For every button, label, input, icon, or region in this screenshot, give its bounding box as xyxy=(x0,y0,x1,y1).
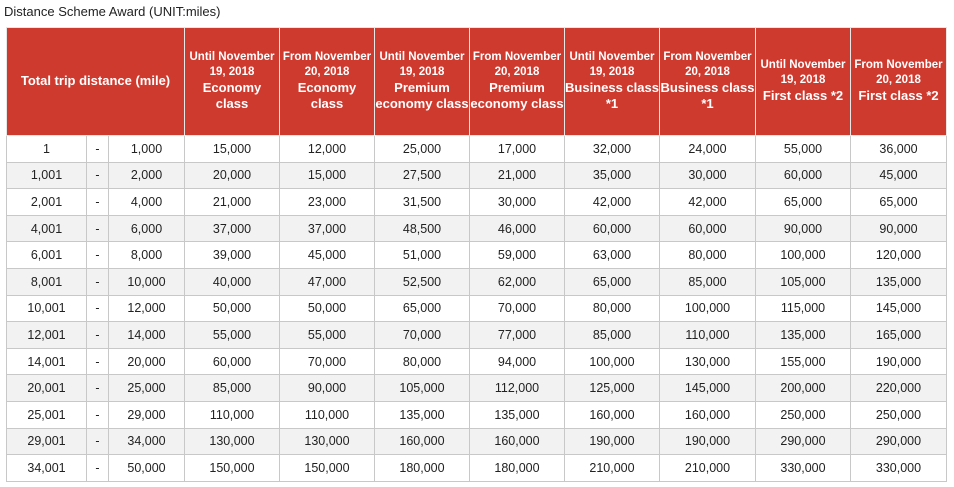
miles-value-cell: 55,000 xyxy=(185,322,280,349)
header-row xyxy=(7,28,947,136)
column-header xyxy=(565,28,660,136)
miles-value-cell: 330,000 xyxy=(756,455,851,482)
distance-dash-cell: - xyxy=(87,322,109,349)
miles-value-cell: 160,000 xyxy=(470,428,565,455)
distance-to-cell: 50,000 xyxy=(109,455,185,482)
distance-dash-cell: - xyxy=(87,375,109,402)
miles-value-cell: 70,000 xyxy=(375,322,470,349)
miles-value-cell: 50,000 xyxy=(185,295,280,322)
miles-value-cell: 210,000 xyxy=(660,455,756,482)
distance-to-cell: 4,000 xyxy=(109,189,185,216)
miles-value-cell: 160,000 xyxy=(375,428,470,455)
table-row xyxy=(7,375,947,402)
miles-value-cell: 130,000 xyxy=(280,428,375,455)
column-class: First class *2 xyxy=(858,87,939,103)
miles-value-cell: 85,000 xyxy=(185,375,280,402)
distance-from-cell: 6,001 xyxy=(7,242,87,269)
column-class: First class *2 xyxy=(762,87,844,103)
miles-value-cell: 35,000 xyxy=(565,162,660,189)
miles-value-cell: 105,000 xyxy=(756,268,851,295)
distance-dash-cell: - xyxy=(87,268,109,295)
miles-value-cell: 100,000 xyxy=(756,242,851,269)
miles-value-cell: 36,000 xyxy=(851,136,947,163)
column-class: Premium economy class xyxy=(470,79,564,112)
miles-value-cell: 80,000 xyxy=(565,295,660,322)
miles-value-cell: 210,000 xyxy=(565,455,660,482)
miles-value-cell: 15,000 xyxy=(280,162,375,189)
miles-value-cell: 160,000 xyxy=(565,401,660,428)
miles-value-cell: 65,000 xyxy=(851,189,947,216)
table-row xyxy=(7,242,947,269)
miles-value-cell: 150,000 xyxy=(280,455,375,482)
miles-value-cell: 60,000 xyxy=(660,215,756,242)
miles-value-cell: 120,000 xyxy=(851,242,947,269)
page-title: Distance Scheme Award (UNIT:miles) xyxy=(4,4,221,19)
distance-dash-cell: - xyxy=(87,189,109,216)
distance-from-cell: 4,001 xyxy=(7,215,87,242)
miles-value-cell: 25,000 xyxy=(375,136,470,163)
miles-value-cell: 45,000 xyxy=(851,162,947,189)
miles-value-cell: 21,000 xyxy=(185,189,280,216)
distance-from-cell: 14,001 xyxy=(7,348,87,375)
miles-value-cell: 135,000 xyxy=(756,322,851,349)
distance-to-cell: 2,000 xyxy=(109,162,185,189)
distance-from-cell: 2,001 xyxy=(7,189,87,216)
table-row xyxy=(7,215,947,242)
table-row xyxy=(7,162,947,189)
miles-value-cell: 27,500 xyxy=(375,162,470,189)
miles-value-cell: 39,000 xyxy=(185,242,280,269)
miles-value-cell: 20,000 xyxy=(185,162,280,189)
miles-value-cell: 90,000 xyxy=(851,215,947,242)
miles-value-cell: 100,000 xyxy=(660,295,756,322)
miles-value-cell: 42,000 xyxy=(660,189,756,216)
award-table xyxy=(6,27,947,482)
column-period: Until November 19, 2018 xyxy=(189,50,275,78)
miles-value-cell: 190,000 xyxy=(660,428,756,455)
distance-to-cell: 14,000 xyxy=(109,322,185,349)
miles-value-cell: 50,000 xyxy=(280,295,375,322)
miles-value-cell: 40,000 xyxy=(185,268,280,295)
distance-dash-cell: - xyxy=(87,401,109,428)
miles-value-cell: 77,000 xyxy=(470,322,565,349)
miles-value-cell: 200,000 xyxy=(756,375,851,402)
table-row xyxy=(7,189,947,216)
column-period: From November 20, 2018 xyxy=(282,50,372,78)
distance-from-cell: 1 xyxy=(7,136,87,163)
column-class: Economy class xyxy=(297,79,357,112)
miles-value-cell: 62,000 xyxy=(470,268,565,295)
miles-value-cell: 180,000 xyxy=(470,455,565,482)
column-header xyxy=(470,28,565,136)
column-class: Business class *1 xyxy=(565,79,659,112)
miles-value-cell: 110,000 xyxy=(185,401,280,428)
miles-value-cell: 63,000 xyxy=(565,242,660,269)
miles-value-cell: 80,000 xyxy=(660,242,756,269)
miles-value-cell: 110,000 xyxy=(660,322,756,349)
trip-distance-header: Total trip distance (mile) xyxy=(7,28,185,136)
distance-to-cell: 10,000 xyxy=(109,268,185,295)
distance-to-cell: 12,000 xyxy=(109,295,185,322)
column-period: From November 20, 2018 xyxy=(663,50,752,78)
miles-value-cell: 94,000 xyxy=(470,348,565,375)
miles-value-cell: 112,000 xyxy=(470,375,565,402)
column-header xyxy=(280,28,375,136)
column-header xyxy=(375,28,470,136)
column-class: Business class *1 xyxy=(660,79,755,112)
miles-value-cell: 23,000 xyxy=(280,189,375,216)
miles-value-cell: 30,000 xyxy=(660,162,756,189)
distance-from-cell: 12,001 xyxy=(7,322,87,349)
miles-value-cell: 180,000 xyxy=(375,455,470,482)
table-body xyxy=(7,136,947,482)
miles-value-cell: 155,000 xyxy=(756,348,851,375)
distance-to-cell: 34,000 xyxy=(109,428,185,455)
distance-to-cell: 20,000 xyxy=(109,348,185,375)
miles-value-cell: 37,000 xyxy=(280,215,375,242)
column-period: From November 20, 2018 xyxy=(472,50,562,78)
distance-dash-cell: - xyxy=(87,162,109,189)
distance-from-cell: 25,001 xyxy=(7,401,87,428)
miles-value-cell: 190,000 xyxy=(565,428,660,455)
miles-value-cell: 15,000 xyxy=(185,136,280,163)
distance-dash-cell: - xyxy=(87,455,109,482)
miles-value-cell: 42,000 xyxy=(565,189,660,216)
miles-value-cell: 80,000 xyxy=(375,348,470,375)
miles-value-cell: 65,000 xyxy=(756,189,851,216)
column-period: Until November 19, 2018 xyxy=(379,50,465,78)
distance-to-cell: 8,000 xyxy=(109,242,185,269)
miles-value-cell: 135,000 xyxy=(470,401,565,428)
miles-value-cell: 250,000 xyxy=(756,401,851,428)
miles-value-cell: 70,000 xyxy=(280,348,375,375)
miles-value-cell: 290,000 xyxy=(756,428,851,455)
table-row xyxy=(7,295,947,322)
miles-value-cell: 30,000 xyxy=(470,189,565,216)
distance-from-cell: 8,001 xyxy=(7,268,87,295)
distance-from-cell: 1,001 xyxy=(7,162,87,189)
miles-value-cell: 12,000 xyxy=(280,136,375,163)
table-row xyxy=(7,455,947,482)
miles-value-cell: 37,000 xyxy=(185,215,280,242)
table-row xyxy=(7,401,947,428)
miles-value-cell: 85,000 xyxy=(660,268,756,295)
miles-value-cell: 52,500 xyxy=(375,268,470,295)
column-class: Premium economy class xyxy=(375,79,469,112)
miles-value-cell: 70,000 xyxy=(470,295,565,322)
miles-value-cell: 125,000 xyxy=(565,375,660,402)
miles-value-cell: 60,000 xyxy=(565,215,660,242)
column-header xyxy=(185,28,280,136)
miles-value-cell: 51,000 xyxy=(375,242,470,269)
distance-from-cell: 20,001 xyxy=(7,375,87,402)
miles-value-cell: 90,000 xyxy=(280,375,375,402)
miles-value-cell: 145,000 xyxy=(851,295,947,322)
distance-to-cell: 25,000 xyxy=(109,375,185,402)
table-row xyxy=(7,348,947,375)
column-period: From November 20, 2018 xyxy=(854,59,943,87)
column-header xyxy=(851,28,947,136)
miles-value-cell: 190,000 xyxy=(851,348,947,375)
miles-value-cell: 165,000 xyxy=(851,322,947,349)
miles-value-cell: 46,000 xyxy=(470,215,565,242)
miles-value-cell: 110,000 xyxy=(280,401,375,428)
miles-value-cell: 160,000 xyxy=(660,401,756,428)
table-row xyxy=(7,268,947,295)
miles-value-cell: 135,000 xyxy=(851,268,947,295)
miles-value-cell: 90,000 xyxy=(756,215,851,242)
miles-value-cell: 100,000 xyxy=(565,348,660,375)
distance-to-cell: 29,000 xyxy=(109,401,185,428)
miles-value-cell: 24,000 xyxy=(660,136,756,163)
distance-from-cell: 34,001 xyxy=(7,455,87,482)
distance-dash-cell: - xyxy=(87,348,109,375)
column-period: Until November 19, 2018 xyxy=(569,50,655,78)
distance-dash-cell: - xyxy=(87,136,109,163)
miles-value-cell: 55,000 xyxy=(756,136,851,163)
distance-to-cell: 6,000 xyxy=(109,215,185,242)
miles-value-cell: 55,000 xyxy=(280,322,375,349)
miles-value-cell: 17,000 xyxy=(470,136,565,163)
column-class: Economy class xyxy=(202,79,262,112)
table-row xyxy=(7,322,947,349)
miles-value-cell: 220,000 xyxy=(851,375,947,402)
distance-to-cell: 1,000 xyxy=(109,136,185,163)
miles-value-cell: 250,000 xyxy=(851,401,947,428)
miles-value-cell: 65,000 xyxy=(375,295,470,322)
miles-value-cell: 85,000 xyxy=(565,322,660,349)
miles-value-cell: 290,000 xyxy=(851,428,947,455)
miles-value-cell: 330,000 xyxy=(851,455,947,482)
distance-dash-cell: - xyxy=(87,242,109,269)
miles-value-cell: 135,000 xyxy=(375,401,470,428)
miles-value-cell: 150,000 xyxy=(185,455,280,482)
distance-dash-cell: - xyxy=(87,215,109,242)
miles-value-cell: 48,500 xyxy=(375,215,470,242)
miles-value-cell: 60,000 xyxy=(185,348,280,375)
miles-value-cell: 45,000 xyxy=(280,242,375,269)
miles-value-cell: 31,500 xyxy=(375,189,470,216)
distance-dash-cell: - xyxy=(87,428,109,455)
table-row xyxy=(7,428,947,455)
miles-value-cell: 145,000 xyxy=(660,375,756,402)
miles-value-cell: 60,000 xyxy=(756,162,851,189)
miles-value-cell: 21,000 xyxy=(470,162,565,189)
distance-dash-cell: - xyxy=(87,295,109,322)
miles-value-cell: 105,000 xyxy=(375,375,470,402)
miles-value-cell: 59,000 xyxy=(470,242,565,269)
column-header xyxy=(756,28,851,136)
miles-value-cell: 130,000 xyxy=(185,428,280,455)
miles-value-cell: 32,000 xyxy=(565,136,660,163)
column-period: Until November 19, 2018 xyxy=(760,59,846,87)
distance-from-cell: 10,001 xyxy=(7,295,87,322)
column-header xyxy=(660,28,756,136)
distance-from-cell: 29,001 xyxy=(7,428,87,455)
miles-value-cell: 47,000 xyxy=(280,268,375,295)
miles-value-cell: 115,000 xyxy=(756,295,851,322)
miles-value-cell: 130,000 xyxy=(660,348,756,375)
miles-value-cell: 65,000 xyxy=(565,268,660,295)
table-row xyxy=(7,136,947,163)
